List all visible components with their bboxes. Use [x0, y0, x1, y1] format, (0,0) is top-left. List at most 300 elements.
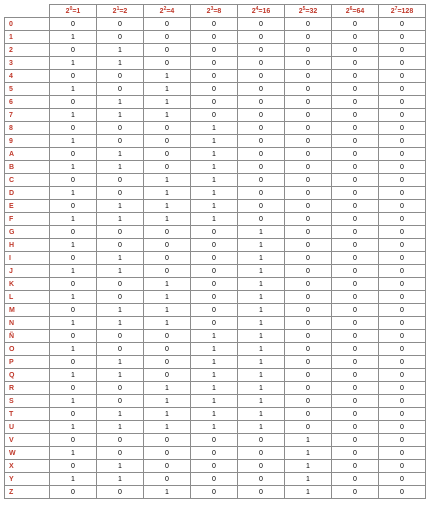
header-base: 2 — [251, 7, 256, 15]
row-label: I — [5, 252, 50, 265]
bit-cell: 0 — [191, 304, 238, 317]
bit-cell: 0 — [50, 200, 97, 213]
bit-cell: 0 — [379, 382, 426, 395]
bit-cell: 1 — [144, 382, 191, 395]
bit-cell: 1 — [50, 31, 97, 44]
bit-cell: 1 — [191, 395, 238, 408]
bit-cell: 0 — [379, 187, 426, 200]
bit-cell: 0 — [144, 135, 191, 148]
column-header — [50, 5, 97, 18]
table-row — [5, 330, 426, 343]
table-row — [5, 447, 426, 460]
row-label: R — [5, 382, 50, 395]
bit-cell: 1 — [238, 408, 285, 421]
header-row — [5, 5, 426, 18]
bit-cell: 0 — [191, 70, 238, 83]
header-exponent: 3 — [210, 5, 214, 12]
row-label: D — [5, 187, 50, 200]
bit-cell: 0 — [332, 252, 379, 265]
bit-cell: 0 — [97, 291, 144, 304]
row-label: O — [5, 343, 50, 356]
header-value: =64 — [352, 7, 365, 15]
row-label: 1 — [5, 31, 50, 44]
row-label: 6 — [5, 96, 50, 109]
bit-cell: 0 — [238, 57, 285, 70]
bit-cell: 0 — [379, 161, 426, 174]
bit-cell: 0 — [50, 148, 97, 161]
bit-cell: 1 — [144, 70, 191, 83]
bit-cell: 0 — [97, 135, 144, 148]
bit-cell: 0 — [50, 226, 97, 239]
table-row — [5, 174, 426, 187]
bit-cell: 0 — [379, 304, 426, 317]
bit-cell: 1 — [97, 369, 144, 382]
bit-cell: 1 — [144, 486, 191, 499]
bit-cell: 0 — [144, 460, 191, 473]
bit-cell: 0 — [191, 265, 238, 278]
bit-cell: 0 — [332, 304, 379, 317]
bit-cell: 0 — [285, 265, 332, 278]
bit-cell: 1 — [144, 187, 191, 200]
bit-cell: 0 — [97, 83, 144, 96]
bit-cell: 0 — [50, 486, 97, 499]
table-row — [5, 122, 426, 135]
bit-cell: 0 — [379, 343, 426, 356]
bit-cell: 1 — [191, 421, 238, 434]
bit-cell: 0 — [332, 135, 379, 148]
bit-cell: 1 — [144, 317, 191, 330]
corner-cell — [5, 5, 50, 18]
bit-cell: 0 — [97, 343, 144, 356]
bit-cell: 1 — [238, 226, 285, 239]
bit-cell: 0 — [379, 96, 426, 109]
row-label: Ñ — [5, 330, 50, 343]
bit-cell: 0 — [285, 252, 332, 265]
bit-cell: 0 — [238, 447, 285, 460]
bit-cell: 1 — [144, 291, 191, 304]
header-exponent: 7 — [394, 5, 398, 12]
bit-cell: 0 — [191, 31, 238, 44]
bit-cell: 1 — [238, 317, 285, 330]
bit-cell: 0 — [191, 96, 238, 109]
bit-cell: 0 — [379, 174, 426, 187]
bit-cell: 0 — [379, 278, 426, 291]
bit-cell: 0 — [379, 239, 426, 252]
bit-cell: 1 — [97, 148, 144, 161]
row-label: Z — [5, 486, 50, 499]
bit-cell: 1 — [144, 109, 191, 122]
table-row — [5, 265, 426, 278]
bit-cell: 1 — [50, 187, 97, 200]
bit-cell: 1 — [191, 369, 238, 382]
bit-cell: 0 — [332, 96, 379, 109]
bit-cell: 0 — [144, 447, 191, 460]
row-label: 0 — [5, 18, 50, 31]
bit-cell: 0 — [50, 174, 97, 187]
bit-cell: 1 — [285, 447, 332, 460]
bit-cell: 0 — [332, 369, 379, 382]
table-row — [5, 434, 426, 447]
bit-cell: 0 — [50, 382, 97, 395]
bit-cell: 1 — [191, 187, 238, 200]
bit-cell: 0 — [50, 330, 97, 343]
bit-cell: 0 — [144, 343, 191, 356]
column-header — [144, 5, 191, 18]
bit-cell: 0 — [332, 31, 379, 44]
bit-cell: 0 — [238, 161, 285, 174]
bit-cell: 0 — [144, 148, 191, 161]
bit-cell: 0 — [332, 18, 379, 31]
bit-cell: 0 — [379, 330, 426, 343]
bit-cell: 0 — [191, 83, 238, 96]
header-exponent: 5 — [302, 5, 306, 12]
bit-cell: 0 — [332, 239, 379, 252]
row-label: S — [5, 395, 50, 408]
bit-cell: 0 — [332, 460, 379, 473]
bit-cell: 1 — [50, 213, 97, 226]
bit-cell: 0 — [332, 278, 379, 291]
bit-cell: 0 — [285, 304, 332, 317]
bit-cell: 0 — [332, 174, 379, 187]
header-base: 2 — [159, 7, 164, 15]
bit-cell: 1 — [238, 291, 285, 304]
bit-cell: 1 — [50, 369, 97, 382]
table-row — [5, 252, 426, 265]
bit-cell: 0 — [285, 161, 332, 174]
bit-cell: 1 — [97, 265, 144, 278]
bit-cell: 0 — [144, 226, 191, 239]
bit-cell: 0 — [379, 18, 426, 31]
bit-cell: 0 — [285, 200, 332, 213]
bit-cell: 0 — [238, 200, 285, 213]
bit-cell: 1 — [191, 200, 238, 213]
bit-cell: 0 — [379, 252, 426, 265]
bit-cell: 0 — [50, 356, 97, 369]
bit-cell: 1 — [97, 473, 144, 486]
header-base: 2 — [298, 7, 303, 15]
bit-cell: 0 — [238, 473, 285, 486]
bit-cell: 0 — [285, 135, 332, 148]
bit-cell: 0 — [332, 395, 379, 408]
bit-cell: 0 — [285, 18, 332, 31]
bit-cell: 1 — [191, 174, 238, 187]
bit-cell: 0 — [332, 317, 379, 330]
column-header — [379, 5, 426, 18]
bit-cell: 1 — [144, 395, 191, 408]
bit-cell: 1 — [97, 57, 144, 70]
bit-cell: 0 — [238, 109, 285, 122]
bit-cell: 0 — [285, 174, 332, 187]
row-label: H — [5, 239, 50, 252]
table-row — [5, 239, 426, 252]
bit-cell: 0 — [379, 148, 426, 161]
bit-cell: 1 — [191, 213, 238, 226]
bit-cell: 0 — [379, 200, 426, 213]
bit-cell: 1 — [191, 408, 238, 421]
bit-cell: 0 — [191, 109, 238, 122]
header-value: =1 — [72, 7, 81, 15]
bit-cell: 1 — [97, 408, 144, 421]
bit-cell: 1 — [50, 83, 97, 96]
bit-cell: 0 — [97, 122, 144, 135]
row-label: E — [5, 200, 50, 213]
bit-cell: 0 — [285, 395, 332, 408]
bit-cell: 0 — [97, 226, 144, 239]
bit-cell: 0 — [191, 57, 238, 70]
bit-cell: 1 — [50, 473, 97, 486]
table-row — [5, 317, 426, 330]
bit-cell: 0 — [379, 434, 426, 447]
bit-cell: 0 — [379, 395, 426, 408]
header-value: =4 — [166, 7, 175, 15]
bit-cell: 0 — [332, 421, 379, 434]
row-label: J — [5, 265, 50, 278]
bit-cell: 0 — [144, 31, 191, 44]
bit-cell: 0 — [285, 109, 332, 122]
bit-cell: 1 — [191, 343, 238, 356]
bit-cell: 1 — [97, 421, 144, 434]
bit-cell: 1 — [97, 317, 144, 330]
header-exponent: 1 — [116, 5, 120, 12]
bit-cell: 1 — [97, 44, 144, 57]
bit-cell: 0 — [144, 239, 191, 252]
table-row — [5, 395, 426, 408]
bit-cell: 0 — [332, 122, 379, 135]
bit-cell: 1 — [144, 96, 191, 109]
bit-cell: 0 — [97, 278, 144, 291]
bit-cell: 1 — [97, 109, 144, 122]
bit-cell: 0 — [191, 291, 238, 304]
bit-cell: 0 — [50, 252, 97, 265]
row-label: G — [5, 226, 50, 239]
row-label: V — [5, 434, 50, 447]
bit-cell: 0 — [97, 330, 144, 343]
header-exponent: 2 — [163, 5, 167, 12]
bit-cell: 0 — [332, 226, 379, 239]
bit-cell: 0 — [285, 330, 332, 343]
column-header — [238, 5, 285, 18]
bit-cell: 1 — [144, 408, 191, 421]
row-label: 5 — [5, 83, 50, 96]
bit-cell: 0 — [332, 473, 379, 486]
bit-cell: 0 — [332, 382, 379, 395]
bit-cell: 0 — [285, 317, 332, 330]
bit-cell: 0 — [379, 122, 426, 135]
header-value: =32 — [305, 7, 318, 15]
bit-cell: 0 — [238, 83, 285, 96]
bit-cell: 1 — [144, 278, 191, 291]
bit-cell: 0 — [50, 304, 97, 317]
table-row — [5, 356, 426, 369]
table-row — [5, 109, 426, 122]
table-row — [5, 18, 426, 31]
table-row — [5, 291, 426, 304]
bit-cell: 0 — [285, 421, 332, 434]
bit-cell: 0 — [285, 122, 332, 135]
bit-cell: 0 — [238, 135, 285, 148]
column-header — [191, 5, 238, 18]
bit-cell: 0 — [379, 291, 426, 304]
bit-cell: 1 — [97, 161, 144, 174]
binary-encoding-table — [4, 4, 426, 499]
bit-cell: 1 — [50, 57, 97, 70]
bit-cell: 0 — [379, 109, 426, 122]
table-row — [5, 486, 426, 499]
table-row — [5, 473, 426, 486]
row-label: C — [5, 174, 50, 187]
bit-cell: 0 — [379, 83, 426, 96]
bit-cell: 0 — [97, 18, 144, 31]
bit-cell: 1 — [50, 421, 97, 434]
bit-cell: 0 — [285, 213, 332, 226]
bit-cell: 0 — [379, 486, 426, 499]
bit-cell: 1 — [238, 278, 285, 291]
bit-cell: 0 — [97, 174, 144, 187]
bit-cell: 0 — [97, 395, 144, 408]
bit-cell: 0 — [379, 70, 426, 83]
bit-cell: 1 — [238, 382, 285, 395]
bit-cell: 0 — [332, 291, 379, 304]
bit-cell: 0 — [379, 317, 426, 330]
bit-cell: 0 — [238, 434, 285, 447]
bit-cell: 0 — [238, 122, 285, 135]
row-label: B — [5, 161, 50, 174]
bit-cell: 1 — [238, 369, 285, 382]
table-row — [5, 187, 426, 200]
bit-cell: 0 — [191, 278, 238, 291]
column-header — [97, 5, 144, 18]
table-row — [5, 421, 426, 434]
bit-cell: 0 — [191, 226, 238, 239]
bit-cell: 0 — [332, 434, 379, 447]
bit-cell: 0 — [238, 70, 285, 83]
bit-cell: 0 — [50, 408, 97, 421]
bit-cell: 0 — [144, 161, 191, 174]
bit-cell: 0 — [379, 369, 426, 382]
bit-cell: 1 — [50, 291, 97, 304]
table-row — [5, 200, 426, 213]
row-label: F — [5, 213, 50, 226]
header-value: =16 — [258, 7, 271, 15]
header-exponent: 0 — [69, 5, 73, 12]
bit-cell: 0 — [97, 434, 144, 447]
bit-cell: 1 — [238, 304, 285, 317]
row-label: A — [5, 148, 50, 161]
table-row — [5, 369, 426, 382]
table-row — [5, 213, 426, 226]
bit-cell: 1 — [50, 447, 97, 460]
bit-cell: 1 — [238, 356, 285, 369]
bit-cell: 1 — [50, 135, 97, 148]
table-row — [5, 161, 426, 174]
bit-cell: 0 — [144, 330, 191, 343]
bit-cell: 1 — [50, 265, 97, 278]
bit-cell: 0 — [332, 148, 379, 161]
bit-cell: 1 — [50, 395, 97, 408]
bit-cell: 0 — [285, 369, 332, 382]
bit-cell: 1 — [191, 135, 238, 148]
row-label: N — [5, 317, 50, 330]
bit-cell: 0 — [191, 252, 238, 265]
bit-cell: 0 — [332, 70, 379, 83]
bit-cell: 0 — [50, 96, 97, 109]
bit-cell: 1 — [144, 83, 191, 96]
bit-cell: 0 — [285, 148, 332, 161]
bit-cell: 1 — [97, 96, 144, 109]
bit-cell: 0 — [285, 44, 332, 57]
bit-cell: 0 — [285, 57, 332, 70]
table-row — [5, 460, 426, 473]
header-exponent: 4 — [255, 5, 259, 12]
bit-cell: 1 — [238, 421, 285, 434]
bit-cell: 1 — [97, 213, 144, 226]
bit-cell: 0 — [97, 70, 144, 83]
bit-cell: 0 — [238, 460, 285, 473]
bit-cell: 0 — [97, 447, 144, 460]
bit-cell: 0 — [285, 226, 332, 239]
bit-cell: 0 — [191, 460, 238, 473]
header-base: 2 — [65, 7, 70, 15]
bit-cell: 0 — [238, 44, 285, 57]
bit-cell: 1 — [191, 148, 238, 161]
bit-cell: 1 — [144, 304, 191, 317]
row-label: 3 — [5, 57, 50, 70]
bit-cell: 0 — [379, 135, 426, 148]
header-base: 2 — [206, 7, 211, 15]
bit-cell: 1 — [238, 343, 285, 356]
row-label: Q — [5, 369, 50, 382]
bit-cell: 0 — [97, 187, 144, 200]
bit-cell: 0 — [332, 57, 379, 70]
bit-cell: 1 — [238, 330, 285, 343]
table-row — [5, 96, 426, 109]
bit-cell: 0 — [97, 31, 144, 44]
binary-table-container — [4, 4, 426, 499]
bit-cell: 1 — [285, 434, 332, 447]
bit-cell: 0 — [379, 265, 426, 278]
bit-cell: 0 — [332, 109, 379, 122]
bit-cell: 1 — [97, 356, 144, 369]
bit-cell: 1 — [238, 265, 285, 278]
header-base: 2 — [112, 7, 117, 15]
column-header — [285, 5, 332, 18]
bit-cell: 1 — [144, 421, 191, 434]
row-label: 9 — [5, 135, 50, 148]
bit-cell: 0 — [332, 200, 379, 213]
bit-cell: 0 — [144, 122, 191, 135]
row-label: K — [5, 278, 50, 291]
bit-cell: 1 — [50, 239, 97, 252]
bit-cell: 0 — [379, 408, 426, 421]
bit-cell: 0 — [379, 460, 426, 473]
column-header — [332, 5, 379, 18]
bit-cell: 0 — [144, 265, 191, 278]
bit-cell: 1 — [144, 200, 191, 213]
bit-cell: 0 — [332, 356, 379, 369]
bit-cell: 0 — [379, 226, 426, 239]
bit-cell: 0 — [238, 96, 285, 109]
bit-cell: 0 — [144, 369, 191, 382]
bit-cell: 0 — [379, 356, 426, 369]
bit-cell: 0 — [332, 187, 379, 200]
bit-cell: 0 — [285, 31, 332, 44]
bit-cell: 0 — [144, 473, 191, 486]
row-label: 4 — [5, 70, 50, 83]
bit-cell: 0 — [144, 44, 191, 57]
bit-cell: 0 — [332, 83, 379, 96]
header-value: =2 — [119, 7, 128, 15]
bit-cell: 0 — [238, 31, 285, 44]
